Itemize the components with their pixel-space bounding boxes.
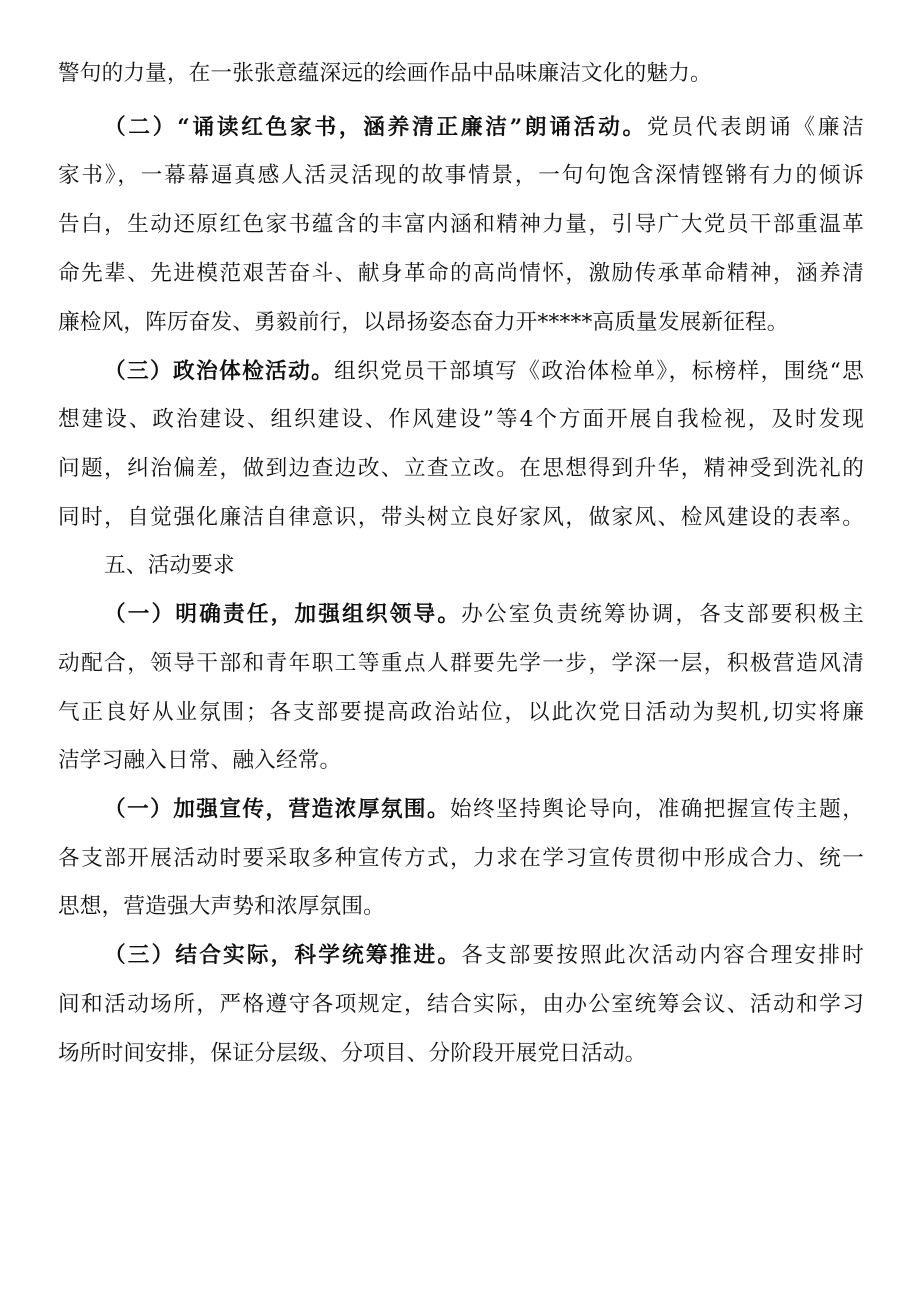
paragraph-line (104, 794, 864, 826)
paragraph-line: 想建设、政治建设、组织建设、作风建设”等4个方面开展自我检视，及时发现 (58, 407, 864, 432)
paragraph-line (104, 112, 864, 144)
section-heading: 五、活动要求 (104, 553, 235, 578)
paragraph-text: 各支部要按照此次活动内容合理安排时 (461, 943, 864, 968)
paragraph-text: 办公室负责统筹协调，各支部要积极主 (461, 602, 864, 627)
paragraph-line: 洁学习融入日常、融入经常。 (58, 748, 342, 773)
item-heading: （一）加强宣传，营造浓厚氛围。 (104, 797, 451, 822)
paragraph-text: 组织党员干部填写《政治体检单》，标榜样，围绕“思 (334, 359, 864, 384)
paragraph-line: 家书》，一幕幕逼真感人活灵活现的故事情景，一句句饱含深情铿锵有力的倾诉 (58, 163, 864, 188)
paragraph-line (104, 356, 864, 388)
paragraph-line: 间和活动场所，严格遵守各项规定，结合实际，由办公室统筹会议、活动和学习 (58, 992, 864, 1017)
item-heading: （三）政治体检活动。 (104, 359, 335, 384)
paragraph-line (104, 599, 864, 631)
paragraph-line: 命先辈、先进模范艰苦奋斗、献身革命的高尚情怀，激励传承革命精神，涵养清 (58, 261, 864, 286)
paragraph-line: 场所时间安排，保证分层级、分项目、分阶段开展党日活动。 (58, 1041, 647, 1066)
paragraph-line: 动配合，领导干部和青年职工等重点人群要先学一步，学深一层，积极营造风清 (58, 651, 864, 676)
paragraph-line: 问题，纠治偏差，做到边查边改、立查立改。在思想得到升华，精神受到洗礼的 (58, 456, 864, 481)
paragraph-line: 气正良好从业氛围；各支部要提高政治站位，以此次党日活动为契机,切实将廉 (58, 700, 864, 725)
paragraph-line: 警句的力量，在一张张意蕴深远的绘画作品中品味廉洁文化的魅力。 (58, 61, 712, 86)
paragraph-line: 同时，自觉强化廉洁自律意识，带头树立良好家风，做家风、检风建设的表率。 (58, 505, 864, 530)
paragraph-text: 始终坚持舆论导向，准确把握宣传主题， (450, 797, 864, 822)
paragraph-line: 思想，营造强大声势和浓厚氛围。 (58, 894, 385, 919)
paragraph-text: 党员代表朗诵《廉洁 (646, 115, 864, 140)
paragraph-line: 廉检风，阵厉奋发、勇毅前行，以昂扬姿态奋力开*****高质量发展新征程。 (58, 310, 789, 335)
paragraph-line (104, 940, 864, 972)
item-heading: （三）结合实际，科学统筹推进。 (104, 943, 462, 968)
item-heading: （一）明确责任，加强组织领导。 (104, 602, 462, 627)
paragraph-line: 告白，生动还原红色家书蕴含的丰富内涵和精神力量，引导广大党员干部重温革 (58, 212, 864, 237)
item-heading: （二）“诵读红色家书，涵养清正廉洁”朗诵活动。 (104, 115, 647, 140)
paragraph-line: 各支部开展活动时要采取多种宣传方式，力求在学习宣传贯彻中形成合力、统一 (58, 846, 864, 871)
